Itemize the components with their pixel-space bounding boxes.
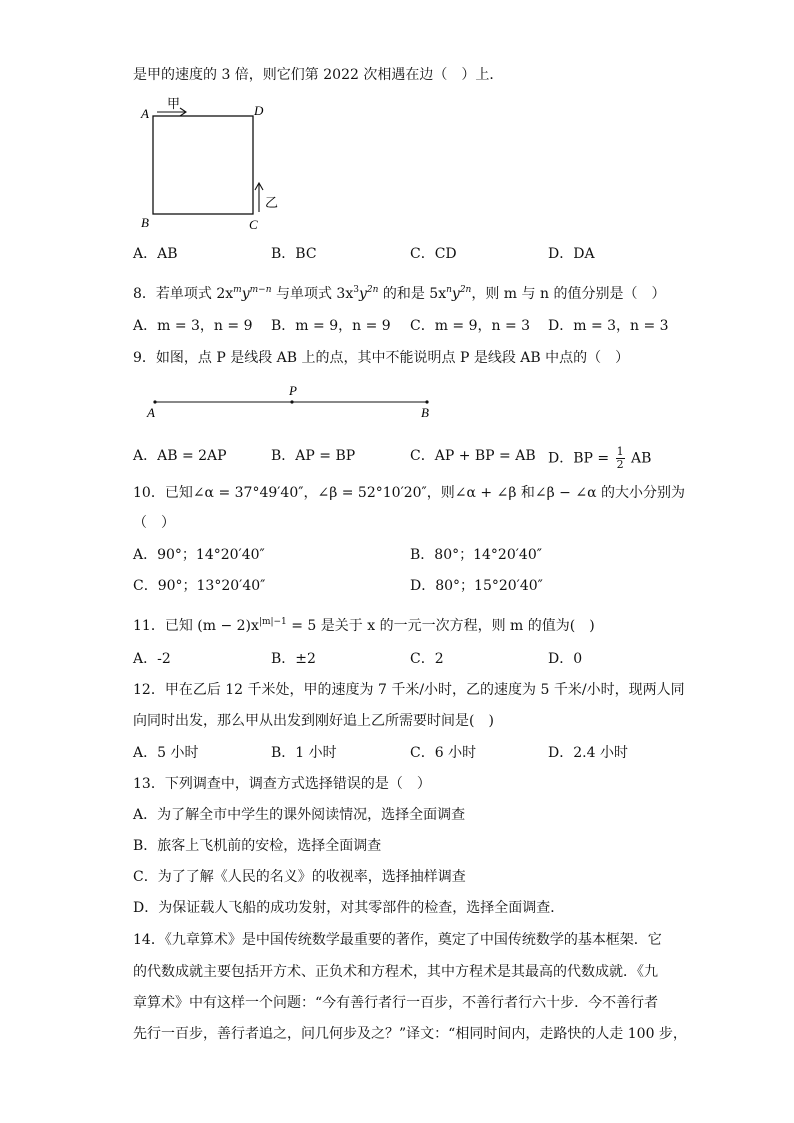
q9-option-b[interactable]: B．AP = BP [271,448,356,464]
q14-line-4: 先行一百步，善行者追之，问几何步及之？”译文：“相同时间内，走路快的人走 100 步， [133,1026,687,1042]
q8-option-c[interactable]: C．m = 9，n = 3 [410,318,531,334]
label-A: A [147,405,155,420]
q10-stem: 10．已知∠α = 37°49′40″，∠β = 52°10′20″，则∠α + ∠β 和∠β − ∠α 的大小分别为 [133,485,685,501]
q13-stem: 13．下列调查中，调查方式选择错误的是（ ） [133,776,431,792]
q10-paren: （ ） [133,515,175,531]
q7-option-b[interactable]: B．BC [271,246,317,262]
q8-option-b[interactable]: B．m = 9，n = 9 [271,318,391,334]
q13-option-b[interactable]: B．旅客上飞机前的安检，选择全面调查 [133,838,382,854]
q8-option-d[interactable]: D．m = 3，n = 3 [548,318,669,334]
label-B: B [421,405,429,420]
q9-stem: 9．如图，点 P 是线段 AB 上的点，其中不能说明点 P 是线段 AB 中点的（ ） [133,350,630,366]
q11-option-c[interactable]: C．2 [410,651,444,667]
q11-option-a[interactable]: A．-2 [133,651,171,667]
q9-segment-figure [145,384,445,424]
q14-line-2: 的代数成就主要包括开方术、正负术和方程术，其中方程术是其最高的代数成就．《九 [133,964,658,980]
q11-option-b[interactable]: B．±2 [271,651,316,667]
q13-option-c[interactable]: C．为了了解《人民的名义》的收视率，选择抽样调查 [133,869,466,885]
point-B [425,400,428,403]
label-B: B [141,215,149,230]
label-yi: 乙 [265,195,279,210]
label-A: A [141,106,149,121]
point-P [290,400,293,403]
q8-stem: 8．若单项式 $2x^my^{m-n}$ 与单项式 $3x^3y^{2n}$ 的和是 $5x^ny^{2n}$，则 m 与 n 的值分别是（ ） [133,285,666,302]
q7-continuation: 是甲的速度的 3 倍，则它们第 2022 次相遇在边（ ）上． [133,67,504,83]
label-P: P [289,384,297,398]
q13-option-a[interactable]: A．为了解全市中学生的课外阅读情况，选择全面调查 [133,807,466,823]
q9-option-a[interactable]: A．AB = 2AP [133,448,227,464]
label-D: D [254,103,264,118]
q10-option-c[interactable]: C．90°；13°20′40″ [133,578,266,594]
q13-option-d[interactable]: D．为保证载人飞船的成功发射，对其零部件的检查，选择全面调查． [133,900,565,916]
q7-option-c[interactable]: C．CD [410,246,457,262]
square-abcd [153,116,253,214]
q12-line-2: 向同时出发，那么甲从出发到刚好追上乙所需要时间是( ) [133,713,494,729]
q10-option-a[interactable]: A．90°；14°20′40″ [133,547,265,563]
q7-square-figure [135,96,295,231]
q11-stem: 11．已知 $(m - 2)x^{|m|-1} = 5$ 是关于 x 的一元一次方程，则 m 的值为( ) [133,617,595,634]
q12-option-d[interactable]: D．2.4 小时 [548,745,628,761]
q12-option-a[interactable]: A．5 小时 [133,745,199,761]
q10-option-d[interactable]: D．80°；15°20′40″ [410,578,543,594]
q9-option-c[interactable]: C．AP + BP = AB [410,448,536,464]
q11-option-d[interactable]: D．0 [548,651,583,667]
point-A [153,400,156,403]
q12-option-b[interactable]: B．1 小时 [271,745,337,761]
q7-option-a[interactable]: A．AB [133,246,178,262]
q14-line-3: 章算术》中有这样一个问题：“今有善行者行一百步，不善行者行六十步．今不善行者 [133,995,659,1011]
q14-line-1: 14．《九章算术》是中国传统数学最重要的著作，奠定了中国传统数学的基本框架．它 [133,932,662,948]
q7-option-d[interactable]: D．DA [548,246,595,262]
q9-option-d[interactable]: D．BP = $\frac{1}{2}$ AB [548,445,652,471]
q12-line-1: 12．甲在乙后 12 千米处，甲的速度为 7 千米/小时，乙的速度为 5 千米/小时，现两人同 [133,682,685,698]
label-jia: 甲 [167,96,181,111]
label-C: C [249,217,258,231]
q8-option-a[interactable]: A．m = 3，n = 9 [133,318,253,334]
q10-option-b[interactable]: B．80°；14°20′40″ [410,547,542,563]
q12-option-c[interactable]: C．6 小时 [410,745,477,761]
